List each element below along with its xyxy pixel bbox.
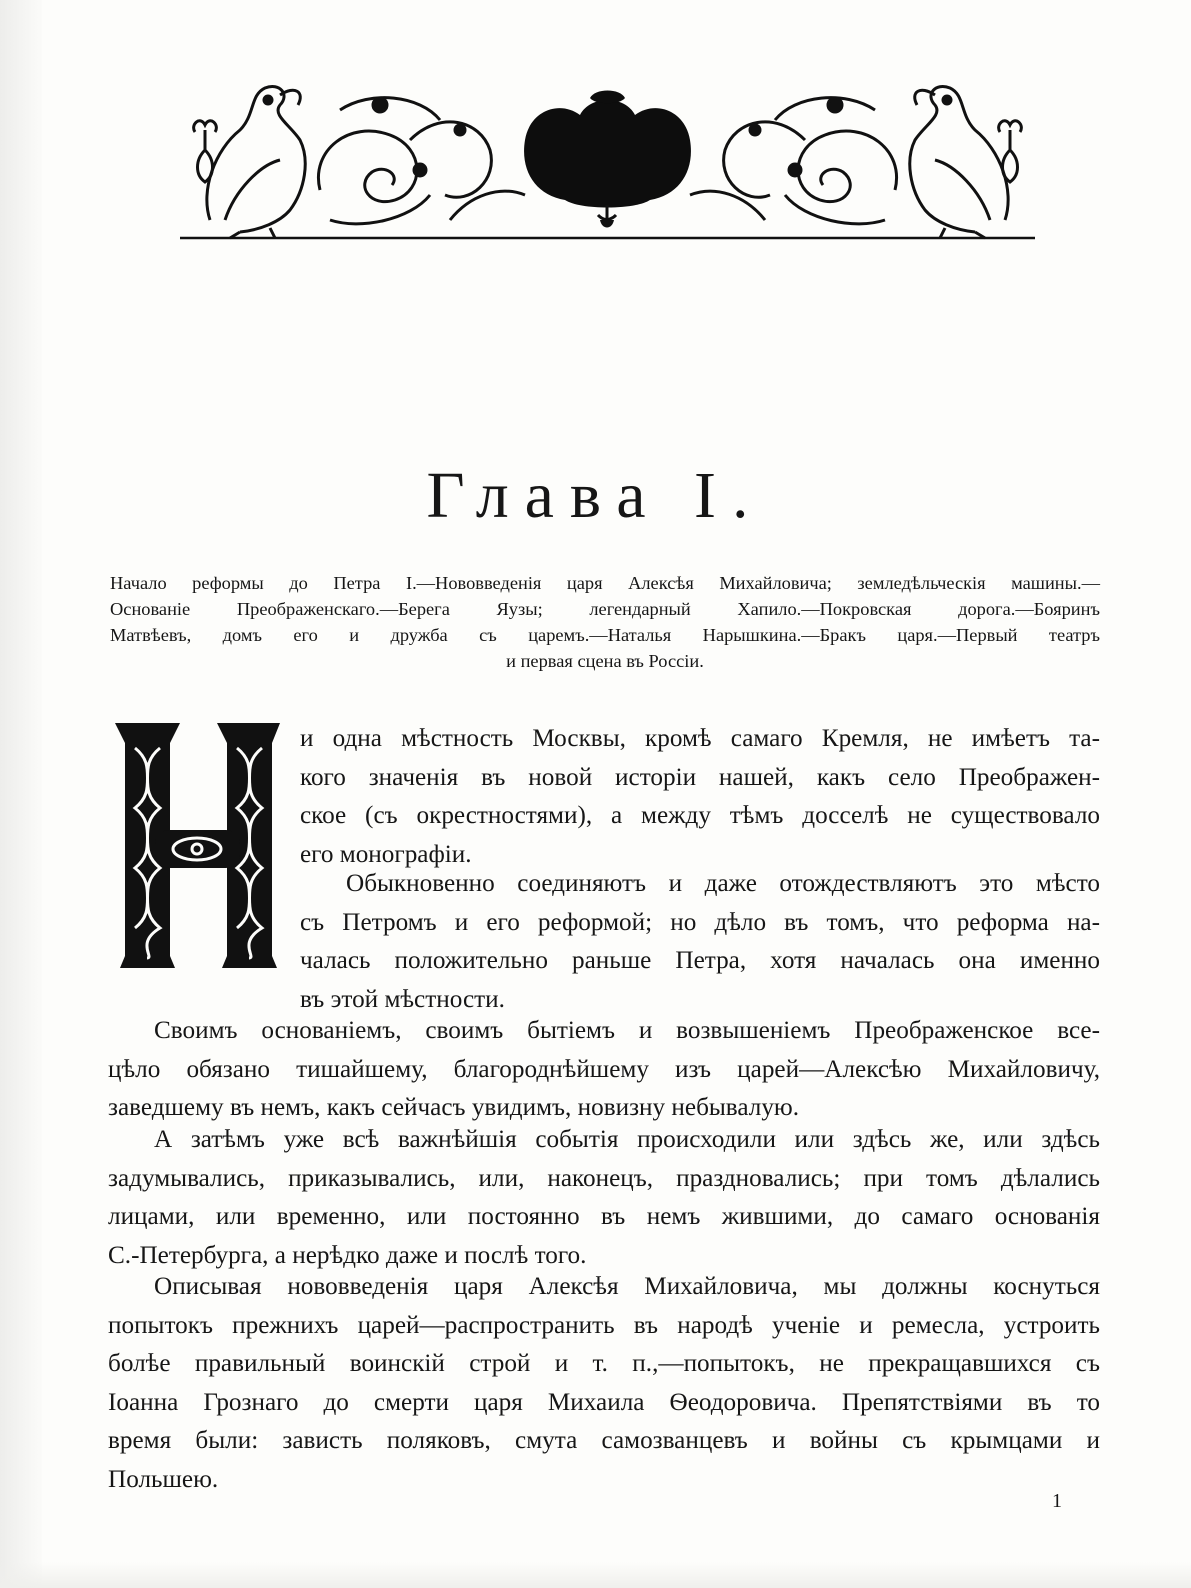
text-line: Польшею. bbox=[108, 1465, 219, 1493]
text-line: ское (съ окрестностями), а между тѣмъ досселѣ не существовало bbox=[300, 802, 1100, 829]
text-line: попытокъ прежнихъ царей—распространить въ народѣ ученіе и ремесла, устроить bbox=[108, 1311, 1100, 1339]
page-number: 1 bbox=[1052, 1490, 1062, 1512]
summary-line: Начало реформы до Петра I.—Нововведенія царя Алексѣя Михайловича; земледѣльческія машины.— bbox=[110, 573, 1100, 593]
text-line: Своимъ основаніемъ, своимъ бытіемъ и возвышеніемъ Преображенское все- bbox=[154, 1017, 1100, 1044]
text-line: С.-Петербурга, а нерѣдко даже и послѣ того. bbox=[108, 1241, 587, 1269]
drop-initial-letter bbox=[115, 718, 280, 980]
paragraph-opening bbox=[300, 720, 1100, 874]
text-line: время были: зависть поляковъ, смута самозванцевъ и войны съ крымцами и bbox=[108, 1427, 1100, 1454]
text-line: въ этой мѣстности. bbox=[300, 985, 505, 1013]
text-line: его монографіи. bbox=[300, 840, 472, 868]
text-line: чалась положительно раньше Петра, хотя началась она именно bbox=[300, 947, 1100, 974]
text-line: А затѣмъ уже всѣ важнѣйшія событія происходили или здѣсь же, или здѣсь bbox=[154, 1126, 1100, 1153]
paragraph-fourth bbox=[108, 1121, 1100, 1275]
text-line: цѣло обязано тишайшему, благороднѣйшему изъ царей—Алексѣю Михайловичу, bbox=[108, 1055, 1100, 1083]
text-line: Обыкновенно соединяютъ и даже отождествляютъ это мѣсто bbox=[346, 870, 1100, 897]
summary-line: Основаніе Преображенскаго.—Берега Яузы; легендарный Хапило.—Покровская дорога.—Бояринъ bbox=[110, 599, 1100, 619]
text-line: Описывая нововведенія царя Алексѣя Михайловича, мы должны коснуться bbox=[154, 1273, 1100, 1300]
scan-bottom-edge bbox=[0, 1562, 1191, 1588]
paragraph-fifth bbox=[108, 1268, 1100, 1499]
text-line: задумывались, приказывались, или, наконецъ, праздновались; при томъ дѣлались bbox=[108, 1164, 1100, 1192]
ornamental-headpiece bbox=[180, 70, 1035, 255]
text-line: болѣе правильный воинскій строй и т. п.,—попытокъ, не прекращавшихся съ bbox=[108, 1350, 1100, 1377]
text-line: Іоанна Грознаго до смерти царя Михаила Ѳеодоровича. Препятствіями въ то bbox=[108, 1388, 1100, 1416]
summary-line: Матвѣевъ, домъ его и дружба съ царемъ.—Наталья Нарышкина.—Бракъ царя.—Первый театръ bbox=[110, 625, 1100, 645]
chapter-title: Глава I. bbox=[426, 459, 765, 532]
text-line: заведшему въ немъ, какъ сейчасъ увидимъ, новизну небывалую. bbox=[108, 1094, 800, 1121]
text-line: съ Петромъ и его реформой; но дѣло въ томъ, что реформа на- bbox=[300, 908, 1100, 936]
text-line: кого значенія въ новой исторіи нашей, какъ село Преображен- bbox=[300, 763, 1100, 791]
summary-line: и первая сцена въ Россіи. bbox=[506, 651, 704, 671]
chapter-summary bbox=[110, 570, 1100, 674]
scan-page-edge bbox=[0, 0, 42, 1588]
paragraph-third bbox=[108, 1012, 1100, 1128]
text-line: и одна мѣстность Москвы, кромѣ самаго Кремля, не имѣетъ та- bbox=[300, 725, 1100, 752]
text-line: лицами, или временно, или постоянно въ немъ жившими, до самаго основанія bbox=[108, 1203, 1100, 1230]
paragraph-second bbox=[300, 865, 1100, 1019]
